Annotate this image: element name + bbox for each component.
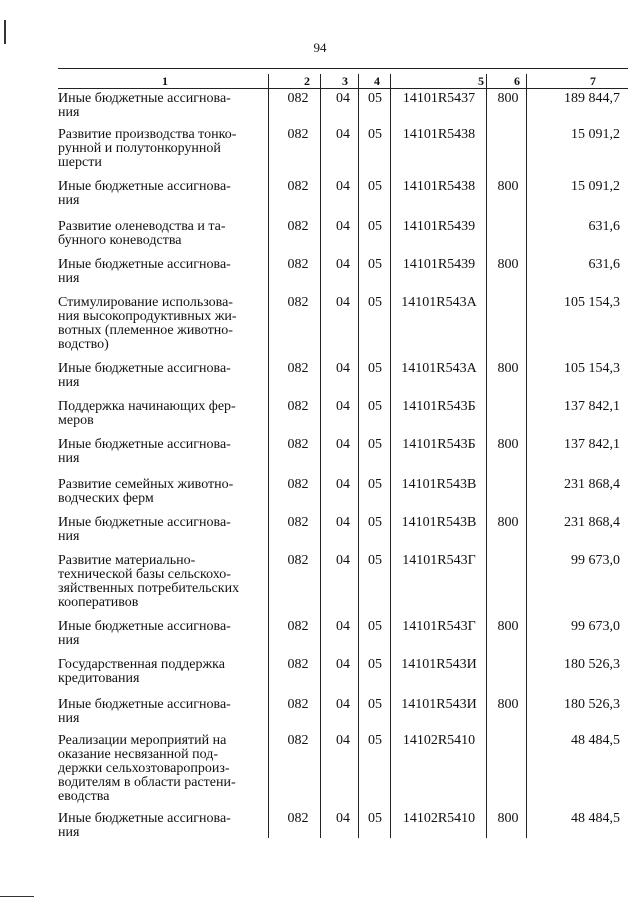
row-name: Развитие оленеводства и та- бунного коневодства	[58, 219, 226, 248]
row-col-2: 082	[287, 553, 309, 568]
row-col-3: 04	[336, 657, 350, 672]
row-col-6: 800	[497, 257, 519, 272]
scan-edge-mark	[0, 896, 34, 897]
row-col-5: 14101R5439	[402, 219, 476, 234]
row-col-7: 48 484,5	[571, 811, 620, 826]
row-col-2: 082	[287, 219, 309, 234]
row-col-7: 231 868,4	[564, 477, 620, 492]
row-col-4: 05	[368, 515, 382, 530]
row-name: Развитие материально- технической базы сельскохо- зяйственных потребительских кооперативов	[58, 553, 240, 610]
row-col-4: 05	[368, 399, 382, 414]
row-name: Иные бюджетные ассигнова- ния	[58, 91, 231, 120]
row-col-6: 800	[497, 179, 519, 194]
row-name: Иные бюджетные ассигнова- ния	[58, 811, 231, 840]
row-col-2: 082	[287, 437, 309, 452]
row-col-4: 05	[368, 697, 382, 712]
row-col-3: 04	[336, 619, 350, 634]
row-col-4: 05	[368, 657, 382, 672]
row-name: Иные бюджетные ассигнова- ния	[58, 179, 231, 208]
row-col-5: 14101R543A	[401, 361, 477, 376]
row-col-2: 082	[287, 811, 309, 826]
row-col-5: 14101R5439	[402, 257, 476, 272]
row-col-3: 04	[336, 219, 350, 234]
row-col-3: 04	[336, 811, 350, 826]
row-col-4: 05	[368, 733, 382, 748]
row-col-7: 137 842,1	[564, 399, 620, 414]
row-col-3: 04	[336, 127, 350, 142]
row-col-3: 04	[336, 553, 350, 568]
row-name: Иные бюджетные ассигнова- ния	[58, 361, 231, 390]
row-col-7: 189 844,7	[564, 91, 620, 106]
row-col-4: 05	[368, 437, 382, 452]
row-col-2: 082	[287, 361, 309, 376]
row-name: Иные бюджетные ассигнова- ния	[58, 619, 231, 648]
row-col-7: 231 868,4	[564, 515, 620, 530]
row-col-2: 082	[287, 697, 309, 712]
column-divider	[358, 74, 359, 838]
header-bottom-rule	[58, 88, 628, 89]
row-col-2: 082	[287, 619, 309, 634]
row-col-5: 14101R543И	[401, 657, 477, 672]
row-col-5: 14101R543Б	[402, 399, 476, 414]
row-col-4: 05	[368, 179, 382, 194]
row-col-7: 48 484,5	[571, 733, 620, 748]
table-header-row	[58, 74, 628, 87]
row-name: Иные бюджетные ассигнова- ния	[58, 697, 231, 726]
row-col-5: 14101R543Г	[402, 619, 476, 634]
row-col-5: 14101R543В	[401, 515, 477, 530]
column-divider	[268, 74, 269, 838]
row-col-2: 082	[287, 91, 309, 106]
row-name: Стимулирование использова- ния высокопродуктивных жи- вотных (племенное животно- водство)	[58, 295, 237, 352]
row-col-6: 800	[497, 515, 519, 530]
row-name: Реализации мероприятий на оказание несвязанной под- держки сельхозтоваропроиз- водителям в области растени- еводства	[58, 733, 236, 804]
row-col-2: 082	[287, 733, 309, 748]
row-col-7: 15 091,2	[571, 127, 620, 142]
header-col-7: 7	[590, 74, 596, 88]
header-col-5: 5	[478, 74, 484, 88]
row-name: Иные бюджетные ассигнова- ния	[58, 515, 231, 544]
row-col-5: 14101R543A	[401, 295, 477, 310]
row-col-7: 105 154,3	[564, 361, 620, 376]
row-name: Государственная поддержка кредитования	[58, 657, 225, 686]
table-top-rule	[58, 68, 628, 69]
row-col-7: 631,6	[588, 219, 620, 234]
row-col-4: 05	[368, 553, 382, 568]
row-col-6: 800	[497, 361, 519, 376]
row-col-5: 14101R5437	[402, 91, 476, 106]
row-col-4: 05	[368, 127, 382, 142]
row-col-4: 05	[368, 811, 382, 826]
row-col-5: 14101R543И	[401, 697, 477, 712]
row-col-6: 800	[497, 619, 519, 634]
row-name: Поддержка начинающих фер- меров	[58, 399, 236, 428]
row-col-5: 14101R5438	[402, 127, 476, 142]
row-col-7: 99 673,0	[571, 553, 620, 568]
scan-edge-mark	[4, 20, 6, 44]
row-name: Развитие семейных животно- водческих ферм	[58, 477, 234, 506]
row-col-3: 04	[336, 437, 350, 452]
row-col-7: 137 842,1	[564, 437, 620, 452]
row-col-3: 04	[336, 515, 350, 530]
row-name: Иные бюджетные ассигнова- ния	[58, 257, 231, 286]
row-col-5: 14101R543Б	[402, 437, 476, 452]
row-col-2: 082	[287, 515, 309, 530]
row-col-7: 631,6	[588, 257, 620, 272]
row-col-4: 05	[368, 619, 382, 634]
row-name: Развитие производства тонко- рунной и полутонкорунной шерсти	[58, 127, 237, 170]
row-col-3: 04	[336, 697, 350, 712]
row-name: Иные бюджетные ассигнова- ния	[58, 437, 231, 466]
row-col-6: 800	[497, 91, 519, 106]
row-col-3: 04	[336, 295, 350, 310]
row-col-4: 05	[368, 477, 382, 492]
row-col-6: 800	[497, 437, 519, 452]
row-col-2: 082	[287, 657, 309, 672]
header-col-6: 6	[514, 74, 520, 88]
row-col-5: 14101R543Г	[402, 553, 476, 568]
row-col-7: 105 154,3	[564, 295, 620, 310]
row-col-3: 04	[336, 477, 350, 492]
header-col-1: 1	[162, 74, 168, 88]
row-col-4: 05	[368, 257, 382, 272]
header-col-4: 4	[374, 74, 380, 88]
row-col-5: 14102R5410	[402, 811, 476, 826]
row-col-3: 04	[336, 91, 350, 106]
row-col-2: 082	[287, 179, 309, 194]
column-divider	[390, 74, 391, 838]
header-col-2: 2	[304, 74, 310, 88]
row-col-4: 05	[368, 91, 382, 106]
row-col-7: 180 526,3	[564, 657, 620, 672]
row-col-2: 082	[287, 399, 309, 414]
row-col-2: 082	[287, 127, 309, 142]
column-divider	[486, 74, 487, 838]
row-col-2: 082	[287, 295, 309, 310]
row-col-7: 180 526,3	[564, 697, 620, 712]
column-divider	[320, 74, 321, 838]
page-number: 94	[313, 40, 327, 55]
row-col-5: 14101R543В	[401, 477, 477, 492]
row-col-7: 15 091,2	[571, 179, 620, 194]
row-col-6: 800	[497, 811, 519, 826]
row-col-3: 04	[336, 361, 350, 376]
row-col-2: 082	[287, 257, 309, 272]
row-col-5: 14101R5438	[402, 179, 476, 194]
row-col-4: 05	[368, 219, 382, 234]
row-col-6: 800	[497, 697, 519, 712]
row-col-3: 04	[336, 399, 350, 414]
row-col-5: 14102R5410	[402, 733, 476, 748]
row-col-3: 04	[336, 257, 350, 272]
row-col-4: 05	[368, 361, 382, 376]
row-col-3: 04	[336, 733, 350, 748]
header-col-3: 3	[342, 74, 348, 88]
row-col-7: 99 673,0	[571, 619, 620, 634]
row-col-2: 082	[287, 477, 309, 492]
row-col-4: 05	[368, 295, 382, 310]
row-col-3: 04	[336, 179, 350, 194]
